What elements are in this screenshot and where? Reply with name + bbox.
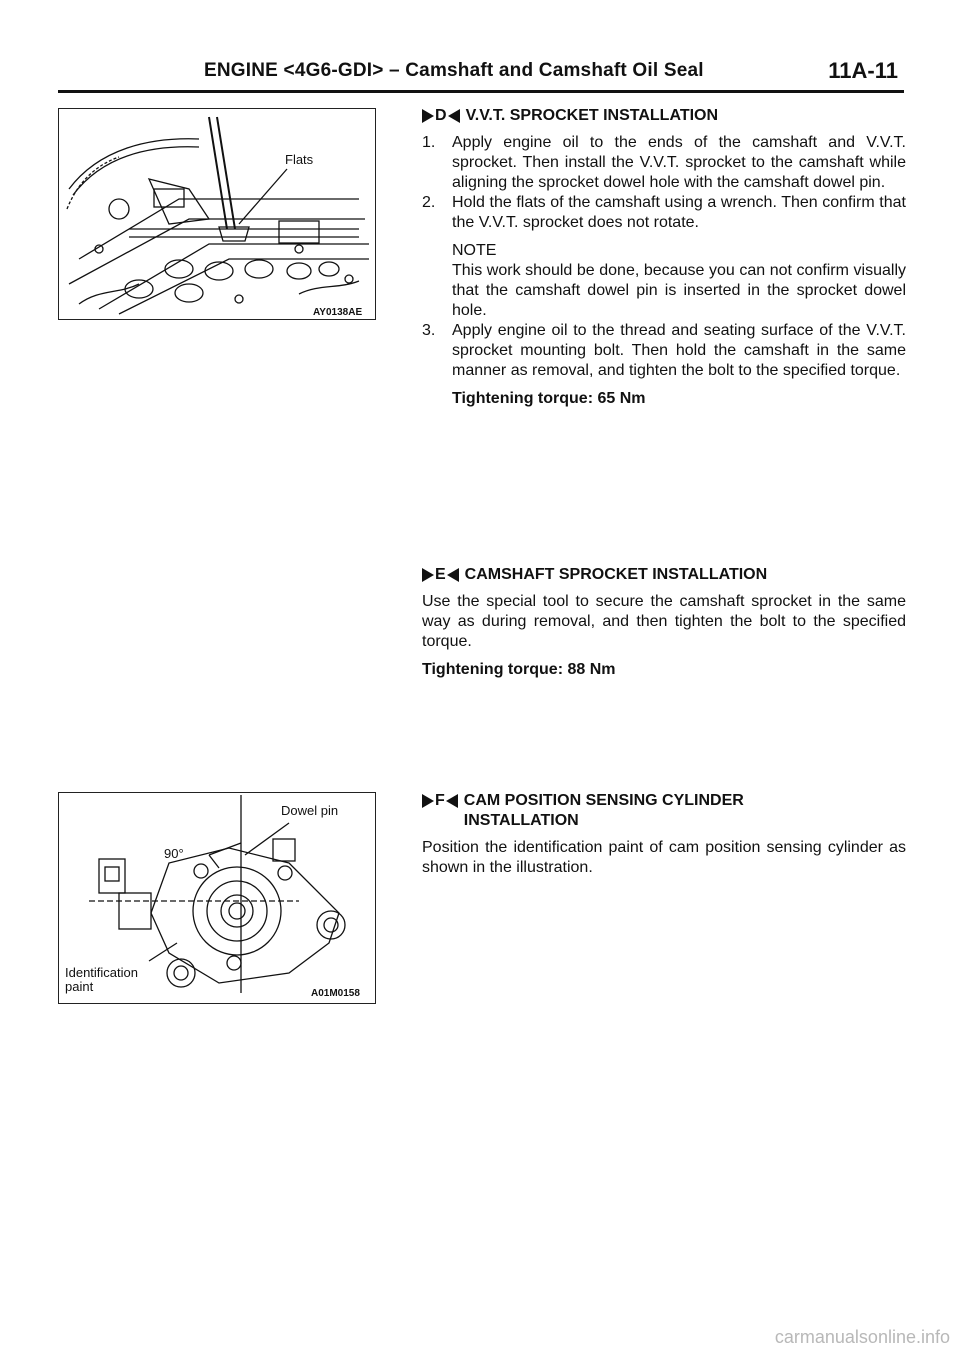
page-number: 11A-11 xyxy=(828,58,898,83)
note-text: This work should be done, because you can not confirm visually that the camshaft dowel pin is inserted in the sprocket dowel hole. xyxy=(452,262,906,319)
section-text: Position the identification paint of cam position sensing cylinder as shown in the illustration. xyxy=(422,839,906,876)
arrow-left-icon xyxy=(448,109,460,123)
section-heading xyxy=(422,106,906,126)
label-dowel-pin: Dowel pin xyxy=(281,803,339,818)
figure-camshaft-flats xyxy=(58,108,376,320)
section-heading xyxy=(422,791,906,831)
label-identification: Identification xyxy=(65,965,138,980)
page-header xyxy=(58,58,904,93)
camshaft-flats-illustration xyxy=(59,109,375,319)
section-camshaft-sprocket xyxy=(422,565,906,680)
section-marker: D xyxy=(422,106,460,126)
section-heading-text: V.V.T. SPROCKET INSTALLATION xyxy=(465,107,719,124)
section-vvt-sprocket xyxy=(422,106,906,409)
section-cam-position-cylinder xyxy=(422,791,906,878)
tightening-torque: Tightening torque: 65 Nm xyxy=(452,390,646,407)
section-marker: F xyxy=(422,791,458,811)
section-marker: E xyxy=(422,565,459,585)
arrow-right-icon xyxy=(422,794,434,808)
step-2: 2. Hold the flats of the camshaft using a wrench. Then confirm that the V.V.T. sprocket does not rotate. xyxy=(422,194,906,231)
section-heading-text: CAMSHAFT SPROCKET INSTALLATION xyxy=(464,566,768,583)
figure-cam-position-cylinder xyxy=(58,792,376,1004)
cam-position-cylinder-illustration xyxy=(59,793,375,1003)
step-3: 3. Apply engine oil to the thread and seating surface of the V.V.T. sprocket mounting bolt. Then hold the camshaft in the same manner as removal, and tighten the bolt to the specified torque. xyxy=(422,322,906,379)
section-heading-text: CAM POSITION SENSING CYLINDER INSTALLATION xyxy=(463,792,744,829)
tightening-torque: Tightening torque: 88 Nm xyxy=(422,661,616,678)
footer-watermark[interactable]: carmanualsonline.info xyxy=(774,1327,950,1347)
note-title: NOTE xyxy=(452,242,497,259)
step-1: 1. Apply engine oil to the ends of the camshaft and V.V.T. sprocket. Then install the V.V.T. sprocket to the camshaft while aligning the sprocket dowel hole with the camshaft dowel pin. xyxy=(422,134,906,191)
section-text: Use the special tool to secure the camshaft sprocket in the same way as during removal, and then tighten the bolt to the specified torque. xyxy=(422,593,906,650)
arrow-left-icon xyxy=(446,794,458,808)
arrow-right-icon xyxy=(422,109,434,123)
page-title: ENGINE <4G6-GDI> – Camshaft and Camshaft Oil Seal xyxy=(204,60,704,81)
label-flats: Flats xyxy=(285,152,314,167)
figure-code: AY0138AE xyxy=(313,307,363,318)
figure-code: A01M0158 xyxy=(311,988,360,999)
arrow-right-icon xyxy=(422,568,434,582)
section-heading xyxy=(422,565,906,585)
label-paint: paint xyxy=(65,979,94,994)
label-angle: 90° xyxy=(164,846,184,861)
arrow-left-icon xyxy=(447,568,459,582)
